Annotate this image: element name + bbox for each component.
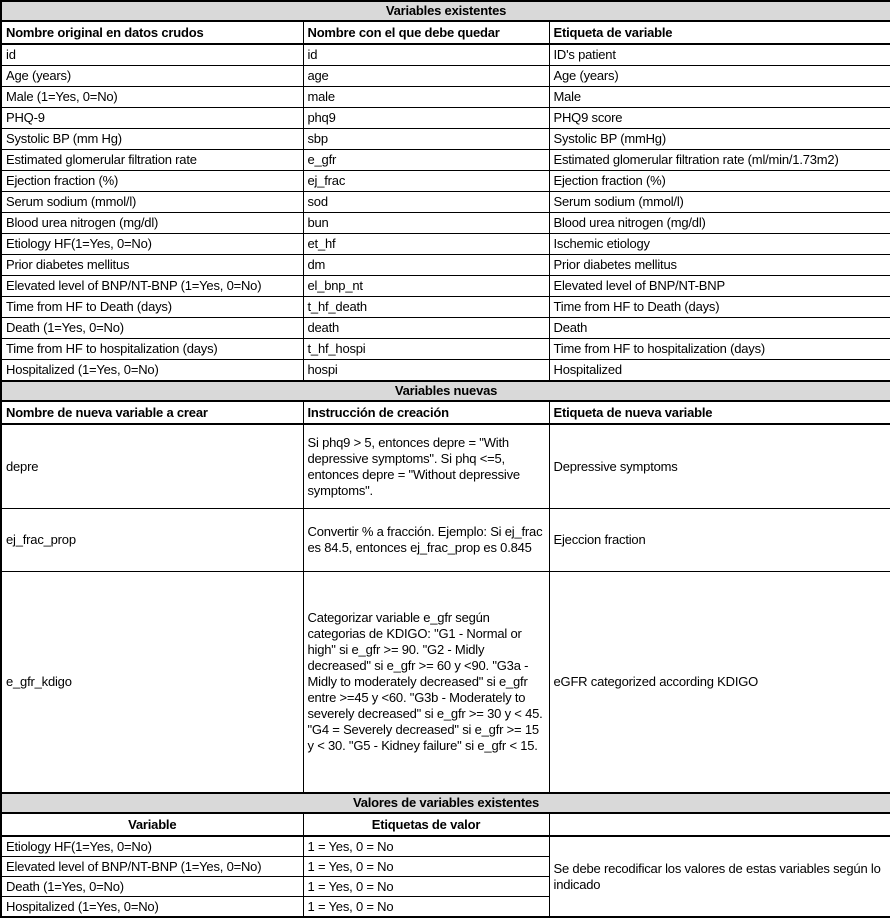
section-values-title-row: [1, 793, 890, 813]
cell-original-name: Etiology HF(1=Yes, 0=No): [1, 234, 303, 255]
cell-new-name: male: [303, 87, 549, 108]
cell-creation-instruction: Convertir % a fracción. Ejemplo: Si ej_frac es 84.5, entonces ej_frac_prop es 0.845: [303, 509, 549, 572]
cell-label: Death: [549, 318, 890, 339]
column-header-creation-instruction: Instrucción de creación: [303, 401, 549, 424]
cell-label: PHQ9 score: [549, 108, 890, 129]
cell-new-var-name: depre: [1, 424, 303, 509]
table-row: [1, 318, 890, 339]
table-row: [1, 234, 890, 255]
table-row: [1, 276, 890, 297]
cell-new-name: death: [303, 318, 549, 339]
cell-label: Time from HF to Death (days): [549, 297, 890, 318]
cell-value-labels: 1 = Yes, 0 = No: [303, 836, 549, 857]
cell-new-name: age: [303, 66, 549, 87]
section-title-existing: Variables existentes: [1, 1, 890, 21]
cell-new-name: sbp: [303, 129, 549, 150]
cell-label: Hospitalized: [549, 360, 890, 382]
table-row: [1, 572, 890, 794]
cell-label: Blood urea nitrogen (mg/dl): [549, 213, 890, 234]
cell-creation-instruction: Categorizar variable e_gfr según categorias de KDIGO: "G1 - Normal or high" si e_gfr >= 90. "G2 - Midly decreased" si e_gfr >= 60 y <90. "G3a - Midly to moderately decreased" si e_gfr entre >=45 y <60. "G3b - Moderately to severely decreased" si e_gfr >= 30 y < 45. "G4 = Severely decreased" si e_gfr >= 15 y < 30. "G5 - Kidney failure" si e_gfr < 15.: [303, 572, 549, 794]
cell-new-name: bun: [303, 213, 549, 234]
cell-original-name: Age (years): [1, 66, 303, 87]
table-row: [1, 255, 890, 276]
cell-label: Estimated glomerular filtration rate (ml/min/1.73m2): [549, 150, 890, 171]
cell-original-name: Blood urea nitrogen (mg/dl): [1, 213, 303, 234]
cell-original-name: Elevated level of BNP/NT-BNP (1=Yes, 0=No): [1, 276, 303, 297]
cell-original-name: Prior diabetes mellitus: [1, 255, 303, 276]
cell-original-name: Ejection fraction (%): [1, 171, 303, 192]
cell-label: Serum sodium (mmol/l): [549, 192, 890, 213]
cell-variable: Etiology HF(1=Yes, 0=No): [1, 836, 303, 857]
table-row: [1, 66, 890, 87]
cell-new-var-label: Depressive symptoms: [549, 424, 890, 509]
cell-original-name: id: [1, 44, 303, 66]
cell-new-var-label: Ejeccion fraction: [549, 509, 890, 572]
table-row: [1, 213, 890, 234]
cell-variable: Death (1=Yes, 0=No): [1, 877, 303, 897]
cell-new-name: dm: [303, 255, 549, 276]
column-header-label: Etiqueta de variable: [549, 21, 890, 44]
cell-original-name: Male (1=Yes, 0=No): [1, 87, 303, 108]
cell-label: ID's patient: [549, 44, 890, 66]
table-row: [1, 297, 890, 318]
column-header-empty: [549, 813, 890, 836]
cell-original-name: Time from HF to hospitalization (days): [1, 339, 303, 360]
cell-original-name: Time from HF to Death (days): [1, 297, 303, 318]
cell-original-name: Hospitalized (1=Yes, 0=No): [1, 360, 303, 382]
table-row: [1, 150, 890, 171]
cell-label: Elevated level of BNP/NT-BNP: [549, 276, 890, 297]
cell-new-name: phq9: [303, 108, 549, 129]
column-header-original-name: Nombre original en datos crudos: [1, 21, 303, 44]
section-new-title-row: [1, 381, 890, 401]
table-row: [1, 509, 890, 572]
cell-new-name: e_gfr: [303, 150, 549, 171]
column-header-value-labels: Etiquetas de valor: [303, 813, 549, 836]
section-title-values: Valores de variables existentes: [1, 793, 890, 813]
cell-label: Age (years): [549, 66, 890, 87]
cell-new-name: et_hf: [303, 234, 549, 255]
cell-original-name: Systolic BP (mm Hg): [1, 129, 303, 150]
table-row: [1, 44, 890, 66]
cell-label: Systolic BP (mmHg): [549, 129, 890, 150]
section-values-header-row: [1, 813, 890, 836]
column-header-new-var-label: Etiqueta de nueva variable: [549, 401, 890, 424]
table-row: [1, 836, 890, 857]
cell-original-name: Serum sodium (mmol/l): [1, 192, 303, 213]
cell-label: Time from HF to hospitalization (days): [549, 339, 890, 360]
cell-original-name: Estimated glomerular filtration rate: [1, 150, 303, 171]
table-row: [1, 360, 890, 382]
table-row: [1, 339, 890, 360]
table-row: [1, 424, 890, 509]
table-row: [1, 108, 890, 129]
cell-original-name: Death (1=Yes, 0=No): [1, 318, 303, 339]
column-header-variable: Variable: [1, 813, 303, 836]
table-row: [1, 87, 890, 108]
cell-new-name: t_hf_death: [303, 297, 549, 318]
cell-new-name: t_hf_hospi: [303, 339, 549, 360]
cell-new-var-name: e_gfr_kdigo: [1, 572, 303, 794]
cell-new-var-name: ej_frac_prop: [1, 509, 303, 572]
section-new-header-row: [1, 401, 890, 424]
cell-new-name: ej_frac: [303, 171, 549, 192]
cell-value-labels: 1 = Yes, 0 = No: [303, 877, 549, 897]
recode-note-cell: Se debe recodificar los valores de estas variables según lo indicado: [549, 836, 890, 917]
cell-label: Ejection fraction (%): [549, 171, 890, 192]
table-row: [1, 171, 890, 192]
cell-new-name: hospi: [303, 360, 549, 382]
cell-new-name: sod: [303, 192, 549, 213]
section-title-new: Variables nuevas: [1, 381, 890, 401]
cell-value-labels: 1 = Yes, 0 = No: [303, 857, 549, 877]
cell-variable: Hospitalized (1=Yes, 0=No): [1, 897, 303, 918]
table-row: [1, 129, 890, 150]
cell-label: Ischemic etiology: [549, 234, 890, 255]
cell-label: Prior diabetes mellitus: [549, 255, 890, 276]
cell-label: Male: [549, 87, 890, 108]
section-existing-header-row: [1, 21, 890, 44]
section-existing-title-row: [1, 1, 890, 21]
column-header-new-name: Nombre con el que debe quedar: [303, 21, 549, 44]
cell-original-name: PHQ-9: [1, 108, 303, 129]
cell-new-var-label: eGFR categorized according KDIGO: [549, 572, 890, 794]
cell-creation-instruction: Si phq9 > 5, entonces depre = "With depressive symptoms". Si phq <=5, entonces depre = "Without depressive symptoms".: [303, 424, 549, 509]
cell-new-name: id: [303, 44, 549, 66]
cell-new-name: el_bnp_nt: [303, 276, 549, 297]
column-header-new-var-name: Nombre de nueva variable a crear: [1, 401, 303, 424]
cell-variable: Elevated level of BNP/NT-BNP (1=Yes, 0=No): [1, 857, 303, 877]
table-row: [1, 192, 890, 213]
cell-value-labels: 1 = Yes, 0 = No: [303, 897, 549, 918]
